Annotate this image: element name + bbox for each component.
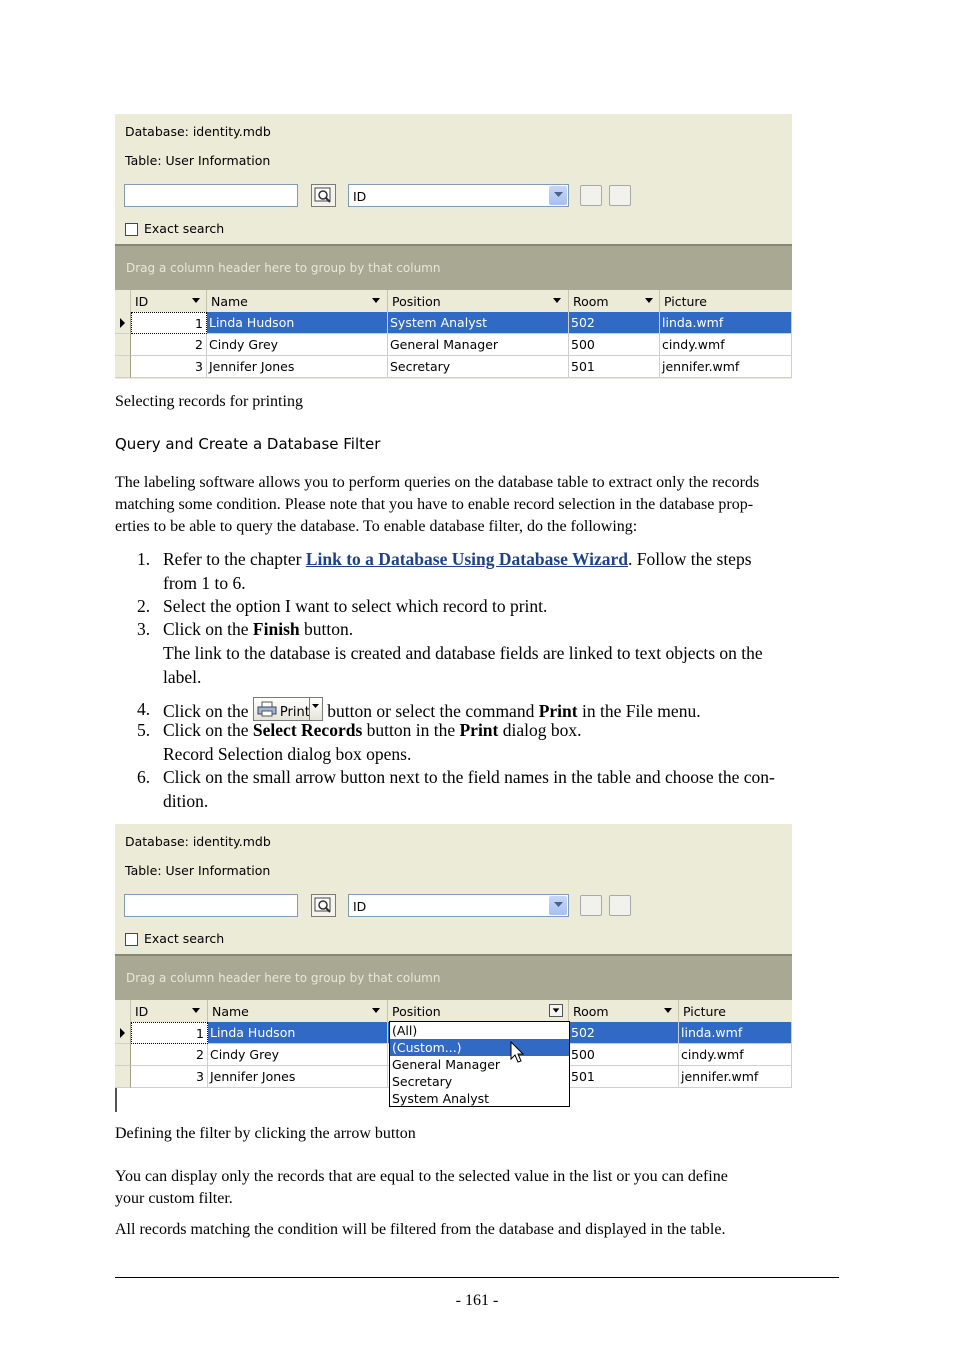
cell-id: 2 [196,1047,204,1062]
step-1-cont: from 1 to 6. [163,573,246,593]
column-header-name[interactable] [207,290,388,312]
chevron-down-icon[interactable] [309,698,322,720]
cell-id: 3 [195,359,203,374]
cell-id: 2 [195,337,203,352]
cell-picture: linda.wmf [662,315,724,330]
cell-room: 501 [571,1069,595,1084]
cell-name: Jennifer Jones [209,359,295,374]
field-combo[interactable] [348,894,569,917]
paragraph-line: You can display only the records that are equal to the selected value in the list or you can define [115,1168,728,1185]
step-6: Click on the small arrow button next to the field names in the table and choose the con- [163,767,775,787]
list-view-icon[interactable] [580,895,602,916]
step-text: dialog box. [498,720,582,740]
printer-icon [257,701,277,717]
filter-arrow-icon[interactable] [189,294,203,307]
field-combo-value: ID [353,899,367,914]
filter-arrow-icon[interactable] [369,294,383,307]
cell-picture: cindy.wmf [681,1047,744,1062]
step-number: 3. [137,619,151,639]
column-header-label: Position [392,1004,441,1019]
group-by-hint: Drag a column header here to group by that column [126,971,441,985]
cell-id: 1 [196,1026,204,1041]
page-number: - 161 - [455,1292,499,1309]
intro-line: erties to be able to query the database. To enable database filter, do the following: [115,518,638,535]
cell-position: General Manager [390,337,499,352]
row-selector-header [115,1000,131,1022]
row-selector[interactable] [115,334,131,356]
column-header-id[interactable] [131,290,207,312]
column-header-picture[interactable] [660,290,792,312]
mouse-cursor-icon [510,1041,526,1065]
chevron-down-icon[interactable] [549,896,567,915]
step-number: 1. [137,549,151,569]
filter-arrow-icon[interactable] [550,294,564,307]
cell-picture: jennifer.wmf [681,1069,759,1084]
step-text: Click on the [163,701,253,721]
column-header-label: ID [135,294,149,309]
filter-option[interactable] [390,1090,569,1107]
find-icon [312,895,335,916]
database-label: Database: identity.mdb [125,834,271,849]
filter-option[interactable] [390,1022,569,1039]
step-5-note: Record Selection dialog box opens. [163,744,412,764]
column-header-label: Name [211,294,248,309]
group-by-hint: Drag a column header here to group by that column [126,261,441,275]
intro-line: The labeling software allows you to perform queries on the database table to extract only the records [115,474,760,491]
table-label: Table: User Information [125,153,271,168]
search-input[interactable] [124,184,298,207]
intro-paragraph [115,472,839,538]
table-label: Table: User Information [125,863,271,878]
filter-option-label: (All) [392,1023,418,1038]
cell-room: 500 [571,337,595,352]
cell-room: 501 [571,359,595,374]
row-selector[interactable] [115,1022,131,1044]
print-button-label: Print [279,705,310,720]
step-number: 5. [137,720,151,740]
table-row[interactable] [115,334,792,356]
column-header-label: Picture [683,1004,726,1019]
step-3-note-cont: label. [163,667,202,687]
step-2: Select the option I want to select which record to print. [163,596,548,616]
filter-arrow-icon[interactable] [549,1004,563,1017]
exact-search-checkbox[interactable] [125,223,138,236]
find-icon [312,185,335,206]
database-label: Database: identity.mdb [125,124,271,139]
cell-position: Secretary [390,359,451,374]
group-by-bar [115,954,792,1000]
filter-arrow-icon[interactable] [642,294,656,307]
step-text: button in the [362,720,460,740]
filter-option-label: Secretary [392,1074,453,1089]
row-selector[interactable] [115,1044,131,1066]
step-3 [163,617,353,641]
column-header-name[interactable] [208,1000,388,1022]
step-text: button. [299,619,354,639]
column-header-position[interactable] [388,290,569,312]
filter-arrow-icon[interactable] [369,1004,383,1017]
cell-room: 502 [571,1025,595,1040]
filter-option-label: System Analyst [392,1091,490,1106]
figure-caption: Defining the filter by clicking the arrow button [115,1125,416,1142]
current-row-icon [115,312,131,334]
cell-picture: linda.wmf [681,1025,743,1040]
cell-name: Cindy Grey [209,337,279,352]
column-header-label: Picture [664,294,707,309]
step-number: 4. [137,699,151,719]
column-header-room[interactable] [569,290,660,312]
column-header-label: Room [573,1004,609,1019]
step-text: Click on the [163,619,253,639]
cell-id: 1 [195,316,203,331]
filter-dropdown[interactable] [389,1021,570,1107]
form-view-icon[interactable] [609,185,631,206]
step-text: Click on the [163,720,253,740]
step-bold: Select Records [252,720,363,740]
cell-name: Jennifer Jones [210,1069,296,1084]
cell-name: Linda Hudson [209,315,295,330]
row-selector[interactable] [115,1066,131,1088]
search-input[interactable] [124,894,298,917]
column-header-label: Position [392,294,441,309]
step-5 [163,718,582,742]
column-header-id[interactable] [131,1000,208,1022]
table-row[interactable] [115,356,792,378]
chevron-down-icon[interactable] [549,186,567,205]
step-text: . Follow the steps [628,549,752,569]
cell-name: Cindy Grey [210,1047,280,1062]
step-1 [163,547,752,571]
filter-arrow-icon[interactable] [661,1004,675,1017]
row-selector[interactable] [115,312,131,334]
exact-search-label: Exact search [144,931,225,946]
chapter-link[interactable]: Link to a Database Using Database Wizard [305,549,629,569]
find-button[interactable] [311,184,336,207]
cell-room: 500 [571,1047,595,1062]
filter-option-label: General Manager [392,1057,501,1072]
column-header-room[interactable] [569,1000,679,1022]
field-combo[interactable] [348,184,569,207]
paragraph-line: your custom filter. [115,1190,233,1207]
filter-arrow-icon[interactable] [189,1004,203,1017]
row-selector[interactable] [115,356,131,378]
column-header-label: ID [135,1004,149,1019]
step-3-note: The link to the database is created and database fields are linked to text objects on the [163,643,763,663]
cell-room: 502 [571,315,595,330]
list-view-icon[interactable] [580,185,602,206]
section-heading: Query and Create a Database Filter [115,435,381,453]
column-header-picture[interactable] [679,1000,792,1022]
form-view-icon[interactable] [609,895,631,916]
group-by-bar [115,244,792,290]
step-bold: Finish [252,619,300,639]
column-header-label: Room [573,294,609,309]
row-selector-header [115,290,131,312]
step-6-cont: dition. [163,791,209,811]
record-selection-screenshot-1 [115,114,792,379]
filter-option-selected[interactable] [390,1039,569,1056]
paragraph [115,1166,839,1210]
record-selection-screenshot-2 [115,824,792,1112]
step-text: button or select the command [322,701,539,721]
footer-rule [115,1277,839,1278]
filter-option[interactable] [390,1056,569,1073]
column-header-label: Name [212,1004,249,1019]
paragraph: All records matching the condition will be filtered from the database and displayed in the table. [115,1221,726,1238]
step-number: 2. [137,596,151,616]
cell-picture: cindy.wmf [662,337,725,352]
filter-option[interactable] [390,1073,569,1090]
table-row[interactable] [115,312,792,334]
cell-picture: jennifer.wmf [662,359,740,374]
intro-line: matching some condition. Please note that you have to enable record selection in the database prop- [115,496,754,513]
current-row-icon [115,1022,131,1044]
step-bold: Print [459,720,499,740]
step-number: 6. [137,767,151,787]
step-text: Refer to the chapter [163,549,306,569]
exact-search-label: Exact search [144,221,225,236]
cell-name: Linda Hudson [210,1025,296,1040]
find-button[interactable] [311,894,336,917]
filter-option-label: (Custom...) [392,1040,462,1055]
field-combo-value: ID [353,189,367,204]
column-header-position[interactable] [388,1000,569,1022]
exact-search-checkbox[interactable] [125,933,138,946]
figure-caption: Selecting records for printing [115,393,303,410]
cell-id: 3 [196,1069,204,1084]
step-bold: Print [538,701,578,721]
step-text: in the File menu. [577,701,701,721]
cell-position: System Analyst [390,315,488,330]
